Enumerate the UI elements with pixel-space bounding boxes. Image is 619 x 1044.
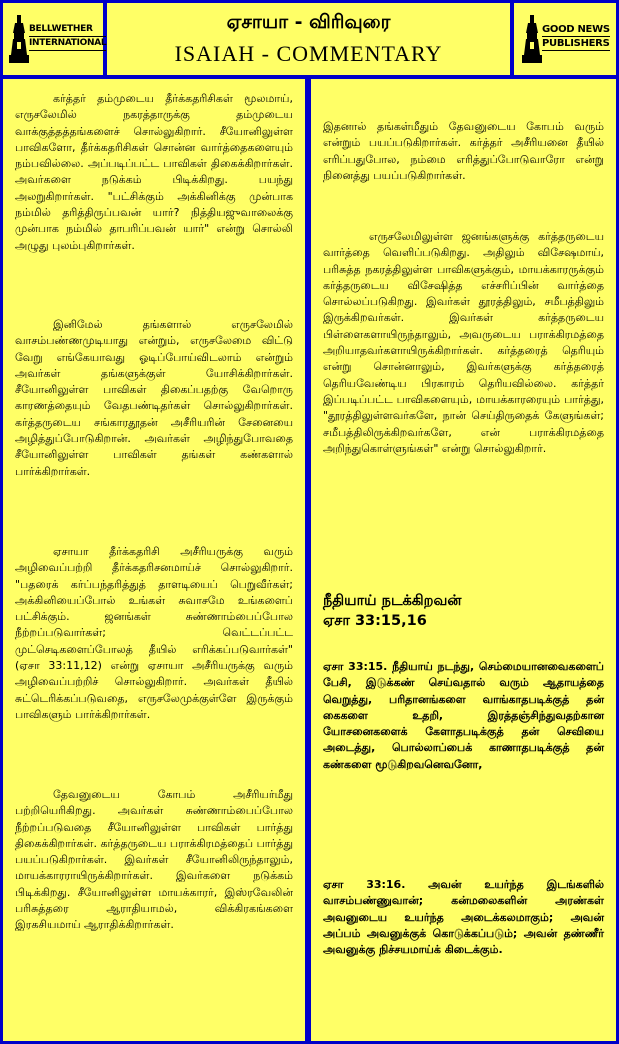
left-paragraph-1: கர்த்தர் தம்முடைய தீர்க்கதரிசிகள் மூலமாய், எருசலேமில் நகரத்தாருக்கு தம்முடைய வாக்குத்தத்தங்களைச் சொல்லுகிறார். சீயோனிலுள்ள பாவிகளோ, தீர்க்கதரிசிகள் சொன்ன வார்த்தைகளையும் நம்பவில்லை. அப்படிப்பட்ட பாவிகள் திகைக்கிறார்கள். அவர்களை நடுக்கம் பிடிக்கிறது. பயந்து அலறுகிறார்கள். "பட்சிக்கும் அக்கினிக்கு முன்பாக நம்மில் தரித்திருப்பவன் யார்? நித்தியஜுவாலைக்கு முன்பாக நம்மில் தாபரிப்பவன் யார்" என்று சொல்லி அழுது புலம்புகிறார்கள். [15,92,293,252]
publisher-right-line1: GOOD NEWS [542,24,610,35]
left-paragraph-4: தேவனுடைய கோபம் அசீரியர்மீது பற்றியெரிகிறது. அவர்கள் சுண்ணாம்பைப்போல நீற்றப்படுவதை சீயோனிலுள்ள பாவிகள் பார்த்து திகைக்கிறார்கள். கர்த்தருடைய பராக்கிரமத்தைப் பார்த்து பயப்படுகிறார்கள். இவர்கள் சீயோனிலிருந்தாலும், மாயக்காரராயிருக்கிறார்கள். இவர்களை நடுக்கம் பிடிக்கிறது. சீயோனிலுள்ள மாயக்காரர், இஸ்ரவேலின் பரிசுத்தரை ஆராதியாமல், விக்கிரகங்களை இரகசியமாய் ஆராதிக்கிறார்கள். [15,788,293,932]
left-text-column [3,79,305,1041]
verse-33-16: ஏசா 33:16. அவன் உயர்ந்த இடங்களில் வாசம்பண்ணுவான்; கன்மலைகளின் அரண்கள் அவனுடைய உயர்ந்த அடைக்கலமாகும்; அவன் அப்பம் அவனுக்குக் கொடுக்கப்படும்; அவன் தண்ணீர் அவனுக்கு நிச்சயமாய்க் கிடைக்கும். [323,878,604,957]
publisher-left-line2: INTERNATIONAL [29,37,106,51]
right-paragraph-2: எருசலேமிலுள்ள ஜனங்களுக்கு கர்த்தருடைய வார்த்தை வெளிப்படுகிறது. அதிலும் விசேஷமாய், பரிசுத்த நகரத்திலுள்ள பாவிகளுக்கும், மாயக்காரருக்கும் கர்த்தருடைய விசேஷித்த எச்சரிப்பின் வார்த்தை சொல்லப்படுகிறது. இவர்கள் தூரத்திலும், சமீபத்திலும் இருக்கிறவர்கள். இவர்கள் கர்த்தருடைய பிள்ளைகளாயிருந்தாலும், அவருடைய பராக்கிரமத்தை அறியாதவர்களாயிருக்கிறார்கள். கர்த்தரைத் தெரியும் என்று சொன்னாலும், இவர்களுக்கு கர்த்தரைத் தெரியவேண்டிய பிரகாரம் தெரியவில்லை. கர்த்தர் இப்படிப்பட்ட பாவிகளையும், மாயக்காரரையும் பார்த்து, "தூரத்திலுள்ளவர்களே, நான் செய்திருதைக் கேளுங்கள்; சமீபத்திலிருக்கிறவர்களே, என் பராக்கிரமத்தை அறிந்துகொள்ளுங்கள்" என்று சொல்லுகிறார். [323,230,604,455]
left-paragraph-3: ஏசாயா தீர்க்கதரிசி அசீரியருக்கு வரும் அழிவைப்பற்றி தீர்க்கதரிசனமாய்ச் சொல்லுகிறார். "பதரைக் கர்ப்பந்தரித்துத் தாளடியைப் பெறுவீர்கள்; அக்கினியைப்போல் உங்கள் சுவாசமே உங்களைப் பட்சிக்கும். ஜனங்கள் சுண்ணாம்பைப்போல நீற்றப்படுவார்கள்; வெட்டப்பட்ட முட்செடிகளைப்போலத் தீயில் எரிக்கப்படுவார்கள்" (ஏசா 33:11,12) என்று ஏசாயா அசீரியருக்கு வரும் அழிவைப்பற்றிச் சொல்லுகிறார். அவர்கள் தீயில் சுட்டெரிக்கப்படுவதை, எருசலேமுக்குள்ளே இருக்கும் பாவிகளும் பார்க்கிறார்கள். [15,545,293,721]
right-text-column [311,79,616,1041]
publisher-left-line1: BELLWETHER [29,23,106,37]
header-left-logo-panel [3,3,107,75]
section-heading-title: நீதியாய் நடக்கிறவன் [323,593,462,609]
verse-33-15: ஏசா 33:15. நீதியாய் நடந்து, செம்மையானவைகளைப் பேசி, இடுக்கண் செய்வதால் வரும் ஆதாயத்தை வெறுத்து, பரிதானங்களை வாங்காதபடிக்குத் தன் கைகளை உதறி, இரத்தஞ்சிந்துவதற்கான யோசனைகளைக் கேளாதபடிக்குத் தன் செவியை அடைத்து, பொல்லாப்பைக் காணாதபடிக்குத் தன் கண்களை மூடுகிறவனெவனோ, [323,660,604,771]
good-news-logo [522,15,612,63]
left-paragraph-2: இனிமேல் தங்களால் எருசலேமில் வாசம்பண்ணமுடியாது என்றும், எருசலேமை விட்டு வேறு எங்கேயாவது ஓடிப்போய்விடலாம் என்றும் அவர்கள் தங்களுக்குள் யோசிக்கிறார்கள். சீயோனிலுள்ள பாவிகள் திகைப்பதற்கு வேறொரு காரணத்தையும் வேதபண்டிதர்கள் சொல்லுகிறார்கள். கர்த்தருடைய சங்காரதூதன் அசீரியரின் சேனையை அழித்துப்போடுகிறான். அவர்கள் அழிந்துபோவதை சீயோனிலுள்ள பாவிகள் தங்கள் கண்களால் பார்க்கிறார்கள். [15,318,293,478]
bellwether-logo [9,15,107,63]
section-heading-reference: ஏசா 33:15,16 [323,613,427,629]
section-heading [323,591,604,631]
header-title-panel [107,3,510,75]
header-right-logo-panel [514,3,616,75]
publisher-right-line2: PUBLISHERS [542,38,610,49]
tower-icon [522,15,542,63]
page-title-tamil: ஏசாயா - விரிவுரை [226,11,391,33]
page-title-english: ISAIAH - COMMENTARY [174,41,443,66]
right-paragraph-1: இதனால் தங்கள்மீதும் தேவனுடைய கோபம் வரும் என்றும் பயப்படுகிறார்கள். கர்த்தர் அசீரியனை தீயில் எரிப்பதுபோல, நம்மை எரித்துப்போடுவாரோ என்று நினைத்து பயப்படுகிறார்கள். [323,120,604,182]
tower-icon [9,15,29,63]
